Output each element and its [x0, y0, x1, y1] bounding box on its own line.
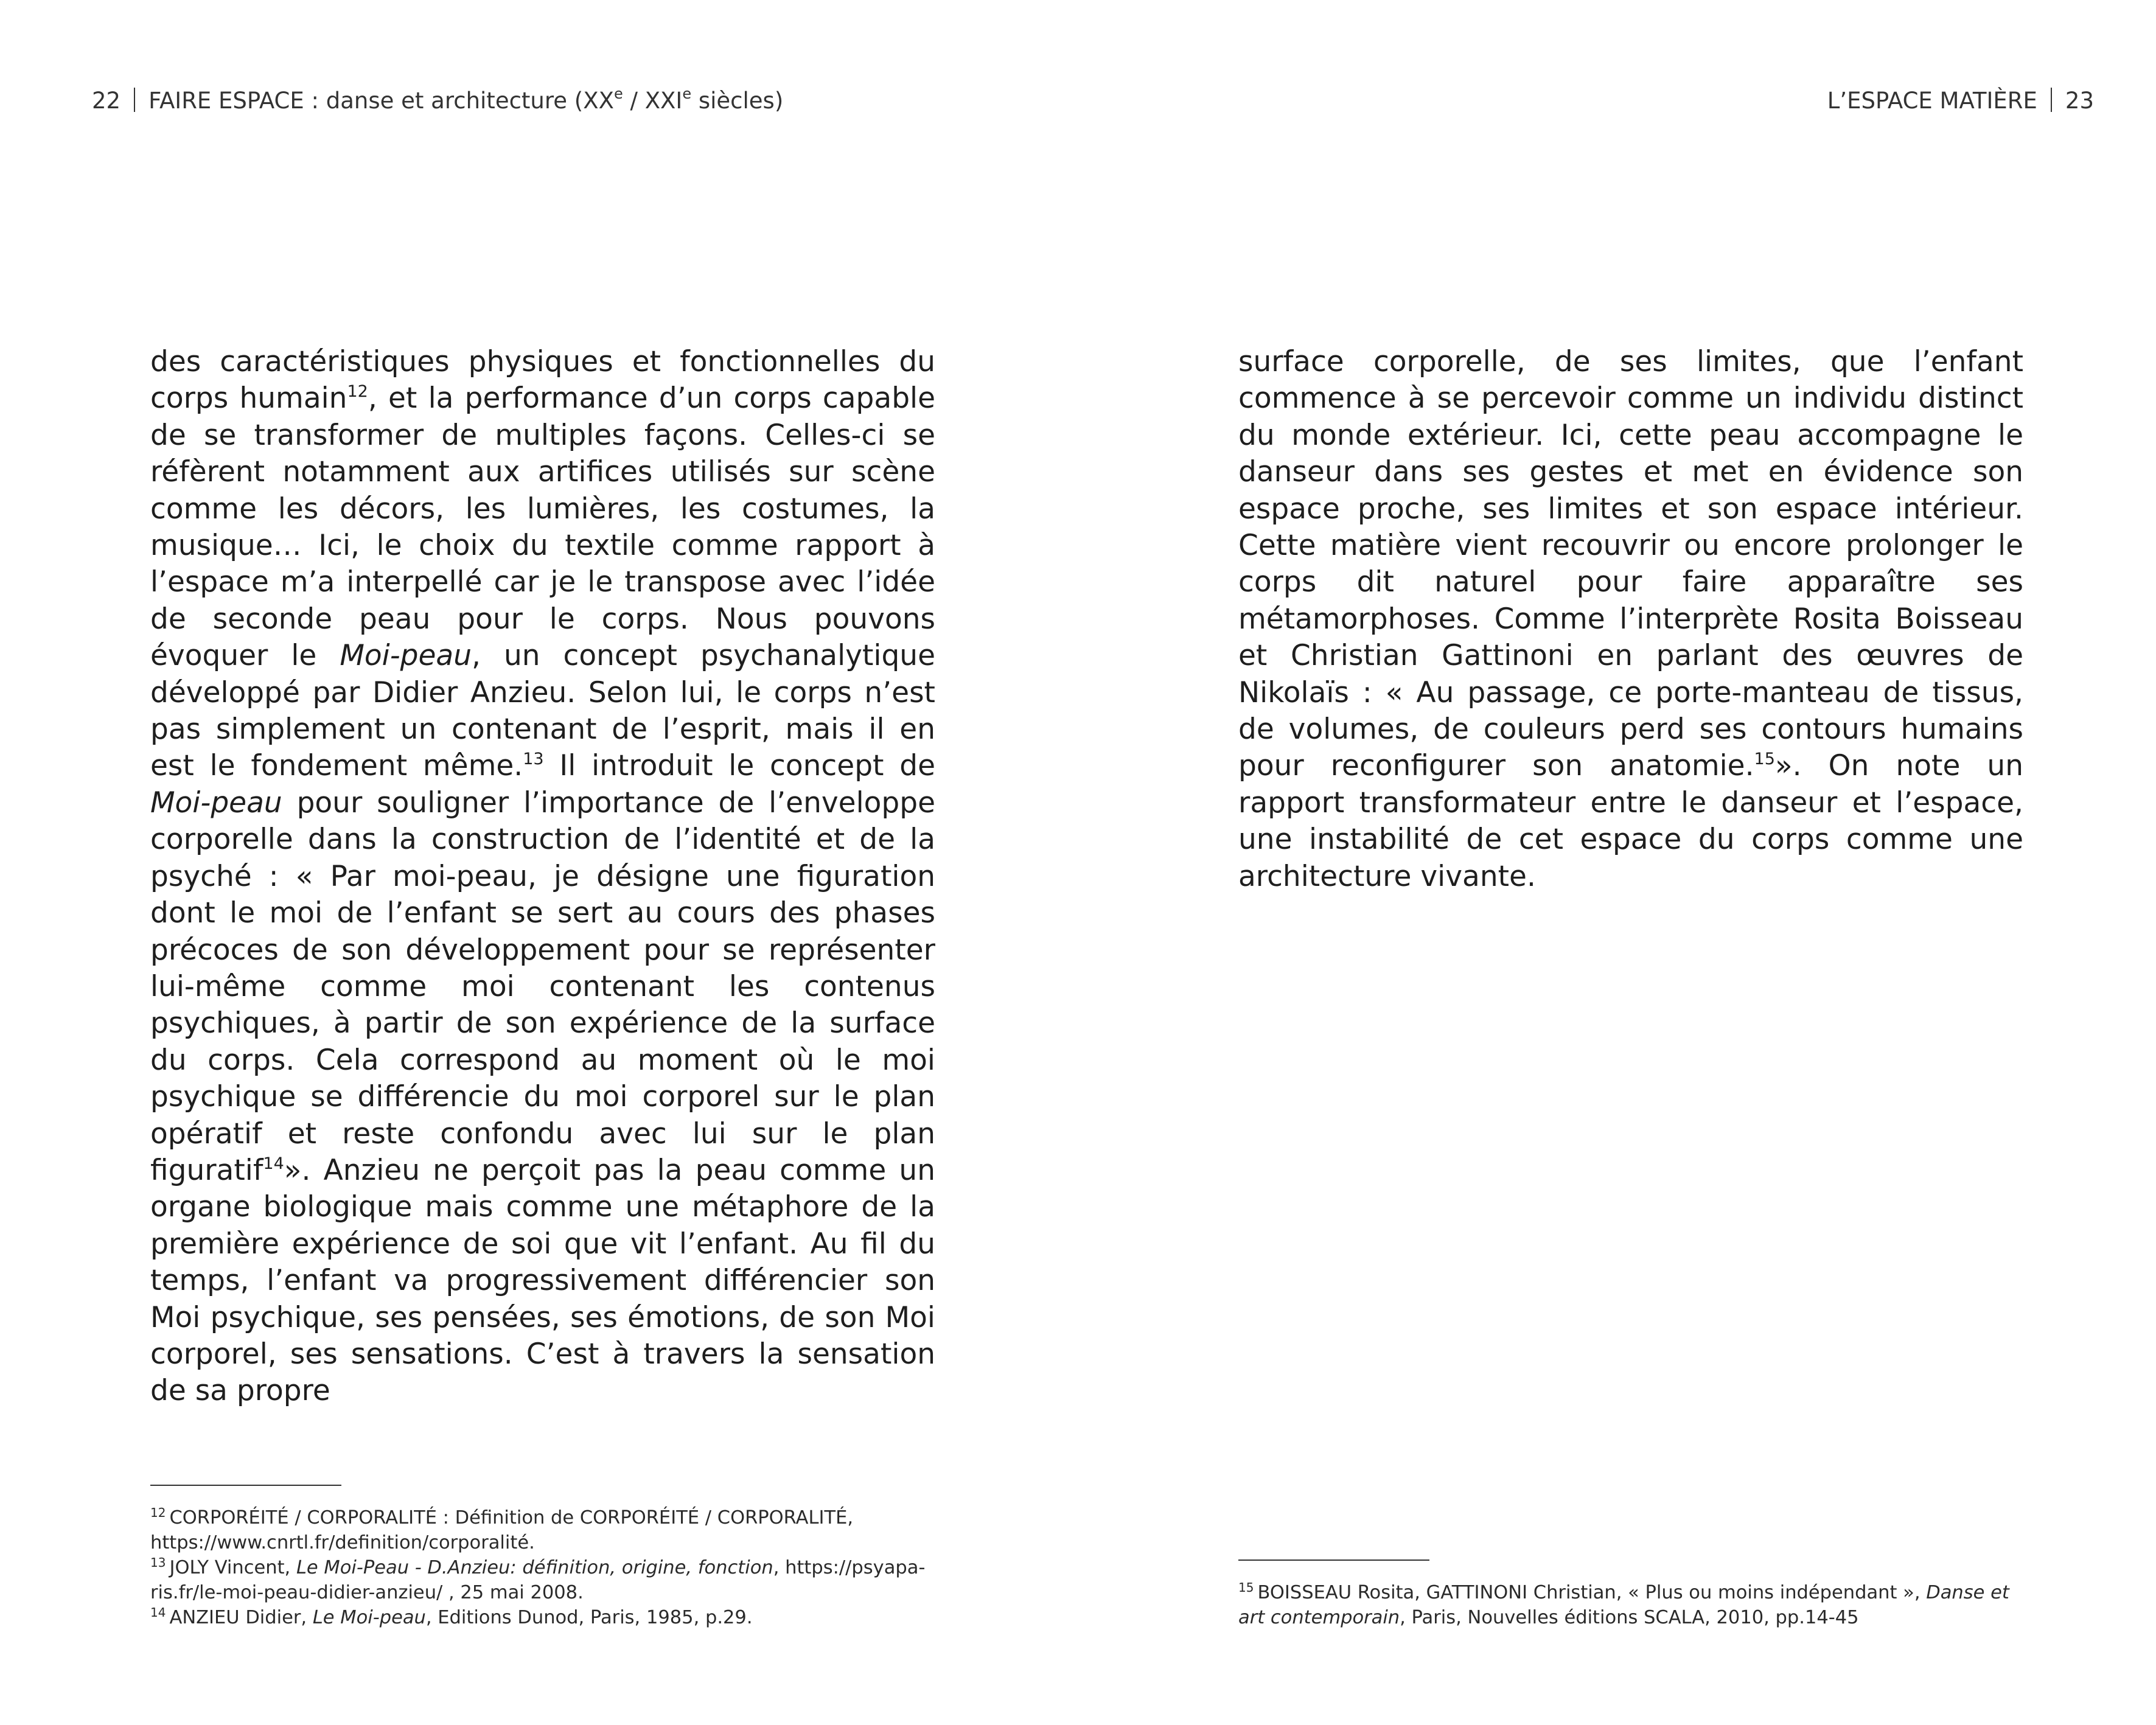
footnote-text: BOISSEAU Rosita, GATTINONI Christian, « Plus ou moins indépendant »,	[1257, 1582, 1927, 1603]
book-title: FAIRE ESPACE : danse et architecture (XXe / XXIe siècles)	[148, 85, 784, 114]
footnote-italic-title: Le Moi-Peau - D.Anzieu: définition, origine, fonction	[296, 1557, 773, 1578]
left-running-head	[92, 86, 783, 116]
footnote-number: 14	[150, 1605, 166, 1620]
body-text-run: ». On note un rapport transformateur entre le danseur et l’espace, une instabilité de cet espace du corps comme une architecture vivante.	[1238, 749, 2024, 893]
running-head-divider	[2051, 88, 2052, 112]
left-body-text	[150, 344, 935, 1410]
chapter-title: L’ESPACE MATIÈRE	[1827, 88, 2037, 114]
italic-term: Moi-peau	[150, 786, 282, 820]
body-text-run: , et la performance d’un corps capable de se transformer de multiples façons. Celles-ci se réfèrent notamment aux artifices utilisés sur scène comme les décors, les lumières, les costumes, la musique… Ici, le choix du textile comme rapport à l’espace m’a interpellé car je le transpose avec l’idée de seconde peau pour le corps. Nous pouvons évoquer le	[150, 382, 936, 673]
footnote-text: ANZIEU Didier,	[169, 1607, 313, 1628]
body-text-run: ». Anzieu ne perçoit pas la peau comme un organe biologique mais comme une métaphore de la première expérience de soi que vit l’enfant. Au fil du temps, l’enfant va progressivement différencier son Moi psychique, ses pensées, ses émotions, de son Moi corporel, ses sensations. C’est à travers la sensation de sa propre	[150, 1153, 935, 1408]
footnote-14	[150, 1605, 935, 1630]
body-text-run: Il introduit le concept de	[543, 749, 935, 783]
left-footnote-rule	[150, 1485, 341, 1486]
running-head-divider	[134, 88, 135, 112]
right-running-head	[1827, 86, 2094, 116]
italic-term: Moi-peau	[340, 639, 472, 673]
footnote-text: CORPORÉITÉ / CORPORALITÉ : Définition de CORPORÉITÉ / CORPORALITÉ, https://www.cnrtl.fr/definition/corporalité.	[150, 1507, 854, 1553]
footnote-text: JOLY Vincent,	[169, 1557, 296, 1578]
footnote-reference: 15	[1754, 750, 1775, 769]
body-text-run: surface corporelle, de ses limites, que l’enfant commence à se percevoir comme un individu distinct du monde extérieur. Ici, cette peau accompagne le danseur dans ses gestes et met en évidence son espace proche, ses limites et son espace intérieur. Cette matière vient recouvrir ou encore prolonger le corps dit naturel pour faire apparaître ses métamorphoses. Comme l’interprète Rosita Boisseau et Christian Gattinoni en parlant des œuvres de Nikolaïs : « Au passage, ce porte-manteau de tissus, de volumes, de couleurs perd ses contours humains pour reconfigurer son anatomie.	[1238, 345, 2023, 783]
body-text-run: des caractéristiques physiques et fonctionnelles du corps humain	[150, 345, 935, 416]
footnote-reference: 14	[263, 1154, 284, 1173]
footnote-italic-title: Danse et art contemporain	[1238, 1582, 2009, 1628]
right-body-text	[1238, 344, 2023, 895]
left-footnotes	[150, 1505, 935, 1630]
footnote-reference: 13	[523, 750, 544, 769]
right-footnote-rule	[1238, 1559, 1429, 1561]
left-page-number: 22	[92, 88, 121, 114]
body-text-run: pour souligner l’importance de l’enveloppe corporelle dans la construction de l’identité et de la psyché : « Par moi-peau, je désigne une figuration dont le moi de l’enfant se sert au cours des phases précoces de son développement pour se représenter lui-même comme moi contenant les contenus psychiques, à partir de son expérience de la surface du corps. Cela correspond au moment où le moi psychique se différencie du moi corporel sur le plan opératif et reste confondu avec lui sur le plan figuratif	[150, 786, 935, 1187]
right-page-number: 23	[2065, 88, 2094, 114]
footnote-reference: 12	[347, 382, 368, 402]
footnote-12	[150, 1505, 935, 1555]
footnote-15	[1238, 1580, 2023, 1630]
footnote-italic-title: Le Moi-peau	[312, 1607, 426, 1628]
footnote-number: 13	[150, 1555, 166, 1570]
footnote-number: 15	[1238, 1580, 1254, 1595]
footnote-text: , https://psyapa-ris.fr/le-moi-peau-didier-anzieu/ , 25 mai 2008.	[150, 1557, 926, 1603]
right-page	[1078, 0, 2155, 1725]
footnote-text: , Paris, Nouvelles éditions SCALA, 2010, pp.14-45	[1400, 1607, 1859, 1628]
body-text-run: , un concept psychanalytique développé par Didier Anzieu. Selon lui, le corps n’est pas simplement un contenant de l’esprit, mais il en est le fondement même.	[150, 639, 936, 783]
footnote-13	[150, 1555, 935, 1605]
right-footnotes	[1238, 1580, 2023, 1630]
footnote-number: 12	[150, 1505, 166, 1520]
footnote-text: , Editions Dunod, Paris, 1985, p.29.	[425, 1607, 753, 1628]
